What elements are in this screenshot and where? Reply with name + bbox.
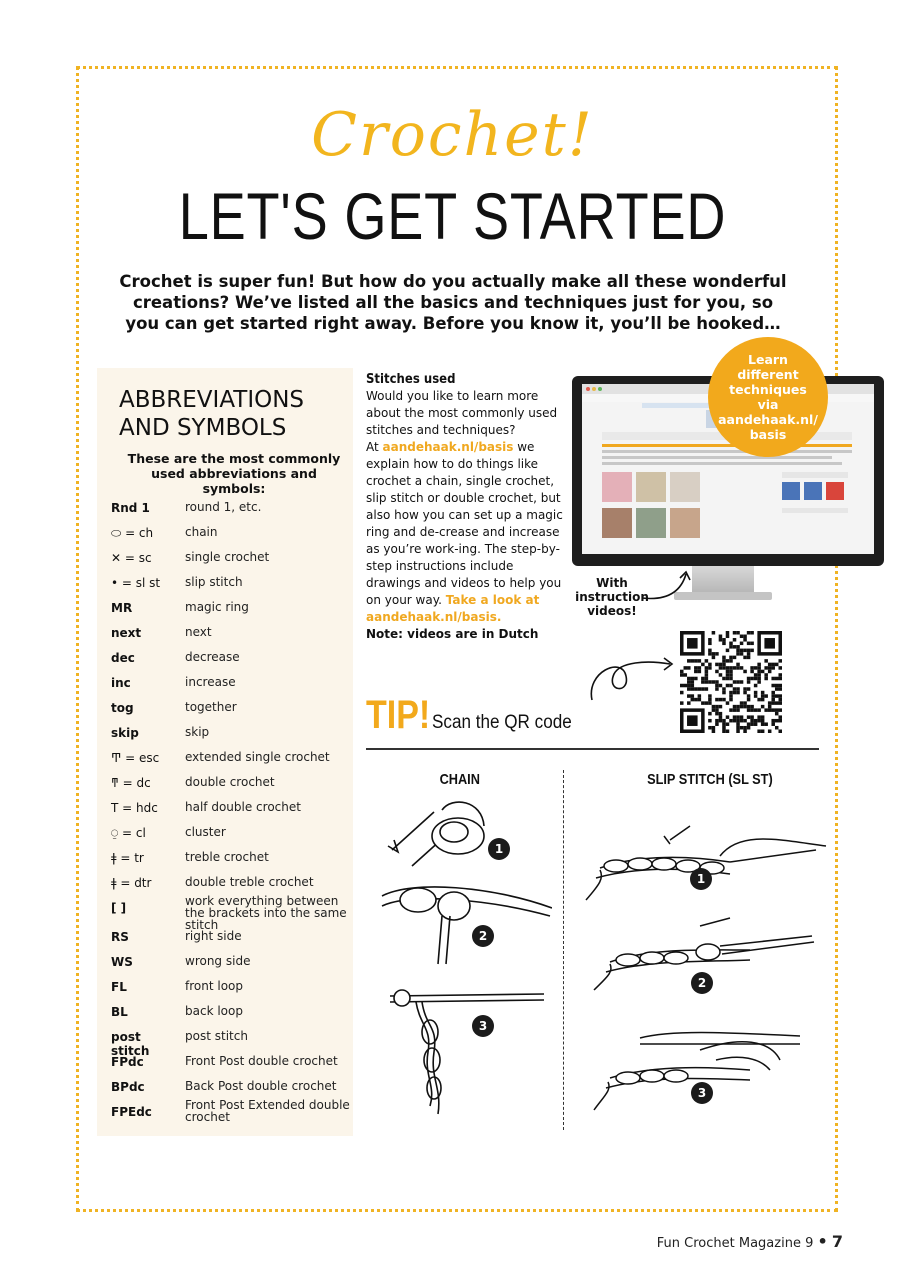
- abbreviation-row: [111, 797, 351, 822]
- abbreviation-row: [111, 926, 351, 951]
- page-footer: [657, 1232, 843, 1251]
- step-number-1: 1: [488, 838, 510, 860]
- stitches-body: we explain how to do things like crochet a chain, single crochet, slip stitch or double crochet, but also how you can set up a magic ring and de-crease and increase as you’re work-ing. The step-by-step instructions include drawings and videos to help you on your way.: [366, 440, 563, 607]
- qr-code-icon[interactable]: [680, 631, 782, 733]
- page-title: LET'S GET STARTED: [178, 179, 727, 253]
- abbreviations-table: [111, 497, 351, 1130]
- abbreviation-key: post stitch: [111, 1030, 150, 1058]
- slip-stitch-diagram: [580, 800, 840, 1120]
- section-divider: [366, 748, 819, 750]
- abbreviation-row: [111, 722, 351, 747]
- link-aandehaak-basis[interactable]: aandehaak.nl/basis: [382, 440, 514, 454]
- abbreviation-value: increase: [185, 675, 236, 689]
- abbreviation-row: [111, 597, 351, 622]
- abbreviation-key: BL: [111, 1005, 128, 1019]
- abbreviation-row: [111, 497, 351, 522]
- abbreviation-key: tog: [111, 701, 134, 715]
- abbreviations-subtitle: These are the most commonly used abbreviations and symbols:: [127, 451, 341, 496]
- loop-arrow-icon: [586, 652, 678, 704]
- abbreviation-value: decrease: [185, 650, 240, 664]
- abbreviation-value: post stitch: [185, 1029, 248, 1043]
- slip-step-number-1: 1: [690, 868, 712, 890]
- abbreviation-row: [111, 976, 351, 1001]
- abbreviations-title: ABBREVIATIONS AND SYMBOLS: [119, 387, 305, 441]
- abbreviation-key: ͳ = dc: [111, 776, 151, 790]
- learn-badge: [708, 337, 828, 457]
- abbreviation-value: double treble crochet: [185, 875, 314, 889]
- stitches-used-title: Stitches used: [366, 372, 456, 387]
- abbreviation-key: ǂ = tr: [111, 851, 144, 865]
- abbreviation-key: dec: [111, 651, 135, 665]
- abbreviation-key: FPdc: [111, 1055, 144, 1069]
- script-title: Crochet!: [311, 100, 594, 170]
- abbreviation-value: Back Post double crochet: [185, 1079, 337, 1093]
- abbreviation-row: [111, 1051, 351, 1076]
- intro-text: Crochet is super fun! But how do you actually make all these wonderful creations? We’ve listed all the basics and techniques just for you, so you can get started right away. Before you know it, you’ll be hooked…: [119, 272, 787, 333]
- footer-bullet: •: [817, 1232, 828, 1251]
- abbreviation-row: [111, 697, 351, 722]
- abbreviation-row: [111, 522, 351, 547]
- abbreviation-value: treble crochet: [185, 850, 269, 864]
- abbreviation-row: [111, 672, 351, 697]
- abbreviation-value: work everything between the brackets into the same stitch: [185, 894, 347, 932]
- magazine-name: Fun Crochet Magazine 9: [656, 1236, 814, 1251]
- abbreviation-value: Front Post Extended double crochet: [185, 1098, 350, 1124]
- step-number-2: 2: [472, 925, 494, 947]
- abbreviation-key: FL: [111, 980, 127, 994]
- abbreviation-row: [111, 951, 351, 976]
- tip-label: TIP!: [366, 693, 431, 737]
- stitches-paragraph: [366, 388, 566, 643]
- abbreviation-key: RS: [111, 930, 129, 944]
- stitches-intro: Would you like to learn more about the most commonly used stitches and techniques?: [366, 389, 558, 437]
- abbreviation-value: extended single crochet: [185, 750, 330, 764]
- abbreviation-value: front loop: [185, 979, 243, 993]
- slip-step-number-3: 3: [691, 1082, 713, 1104]
- abbreviation-value: double crochet: [185, 775, 275, 789]
- abbreviation-value: back loop: [185, 1004, 243, 1018]
- monitor-stand: [692, 566, 754, 594]
- abbreviation-value: magic ring: [185, 600, 249, 614]
- link-take-a-look[interactable]: Take a look at aandehaak.nl/basis.: [366, 593, 540, 624]
- abbreviation-row: [111, 747, 351, 772]
- abbreviation-value: next: [185, 625, 212, 639]
- abbreviation-value: round 1, etc.: [185, 500, 262, 514]
- curved-arrow-icon: [638, 568, 698, 608]
- abbreviation-value: wrong side: [185, 954, 251, 968]
- abbreviation-row: [111, 772, 351, 797]
- abbreviation-value: Front Post double crochet: [185, 1054, 338, 1068]
- chain-title: CHAIN: [439, 771, 480, 788]
- abbreviation-row: [111, 1026, 351, 1058]
- abbreviation-key: T = hdc: [111, 801, 158, 815]
- abbreviation-row: [111, 647, 351, 672]
- abbreviation-value: slip stitch: [185, 575, 243, 589]
- learn-badge-text: Learn different techniques via aandehaak.nl/ basis: [718, 352, 818, 442]
- abbreviation-row: [111, 547, 351, 572]
- stitches-used-section: [366, 372, 566, 643]
- step-number-3: 3: [472, 1015, 494, 1037]
- abbreviation-row: [111, 847, 351, 872]
- abbreviation-key: MR: [111, 601, 133, 615]
- abbreviation-row: [111, 822, 351, 847]
- slip-step-number-2: 2: [691, 972, 713, 994]
- abbreviation-key: Rnd 1: [111, 501, 150, 515]
- abbreviations-panel: [97, 368, 353, 1136]
- abbreviation-key: WS: [111, 955, 133, 969]
- abbreviation-value: cluster: [185, 825, 226, 839]
- page-number: 7: [831, 1232, 843, 1251]
- stitches-at: At: [366, 440, 383, 454]
- abbreviation-value: right side: [185, 929, 242, 943]
- abbreviation-value: skip: [185, 725, 210, 739]
- abbreviation-key: ✕ = sc: [111, 551, 152, 565]
- abbreviation-key: ǂ = dtr: [111, 876, 152, 890]
- abbreviation-key: ⬭ = ch: [111, 526, 154, 540]
- abbreviation-row: [111, 572, 351, 597]
- abbreviation-value: chain: [185, 525, 218, 539]
- abbreviation-key: BPdc: [111, 1080, 145, 1094]
- chain-diagram: [372, 796, 552, 1126]
- abbreviation-key: Ͳ = esc: [111, 751, 160, 765]
- abbreviation-key: • = sl st: [111, 576, 161, 590]
- videos-note: Note: videos are in Dutch: [366, 627, 539, 641]
- tip-line: [366, 693, 587, 738]
- abbreviation-key: next: [111, 626, 142, 640]
- abbreviation-value: half double crochet: [185, 800, 301, 814]
- vertical-dashed-divider: [563, 770, 564, 1130]
- abbreviation-key: FPEdc: [111, 1105, 152, 1119]
- abbreviation-row: [111, 894, 351, 932]
- abbreviation-row: [111, 1001, 351, 1026]
- with-videos-note: With instruction videos!: [575, 576, 649, 618]
- abbreviation-key: ⍜ = cl: [111, 826, 146, 840]
- slip-stitch-title: SLIP STITCH (SL ST): [647, 771, 773, 788]
- tip-text: Scan the QR code: [431, 712, 572, 733]
- abbreviation-key: skip: [111, 726, 139, 740]
- abbreviation-key: [ ]: [111, 901, 127, 915]
- abbreviation-value: single crochet: [185, 550, 270, 564]
- abbreviation-key: inc: [111, 676, 131, 690]
- abbreviation-value: together: [185, 700, 237, 714]
- abbreviation-row: [111, 1098, 351, 1130]
- abbreviation-row: [111, 622, 351, 647]
